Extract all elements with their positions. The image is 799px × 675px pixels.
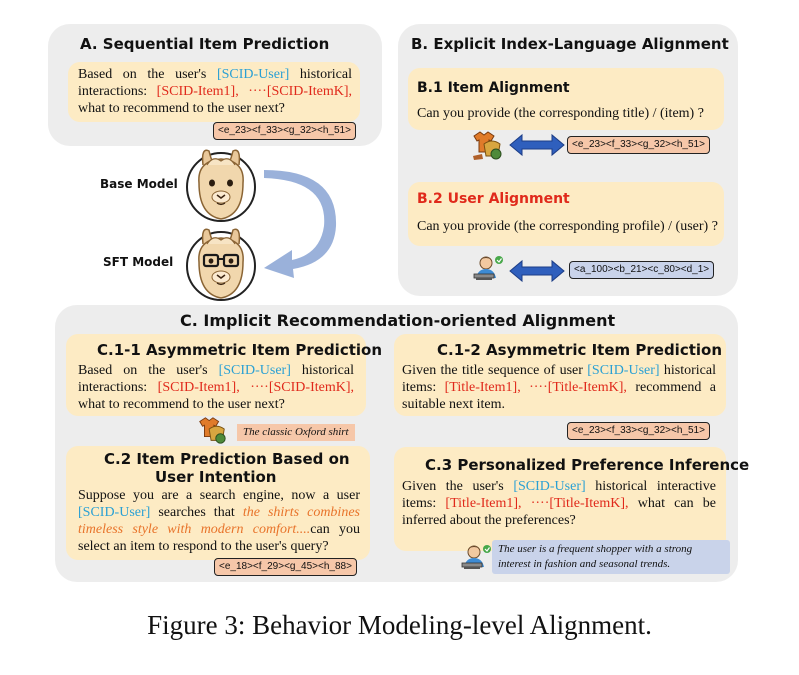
c12-index-tag: <e_23><f_33><g_32><h_51> xyxy=(567,422,710,440)
c2-title-line2: User Intention xyxy=(155,468,277,486)
c11-prompt-text: Based on the user's [SCID-User] historical interactions: [SCID-Item1], ····[SCID-ItemK], what to recommend to the user next? xyxy=(78,363,354,412)
user-at-laptop-icon xyxy=(460,543,492,573)
c11-title: C.1-1 Asymmetric Item Prediction xyxy=(97,341,383,359)
base-model-label: Base Model xyxy=(100,177,178,191)
double-arrow-icon xyxy=(508,133,566,157)
user-at-laptop-icon xyxy=(472,254,504,284)
curved-arrow-icon xyxy=(258,170,338,280)
c3-output: The user is a frequent shopper with a strong interest in fashion and seasonal trends. xyxy=(492,540,730,574)
panel-a-index-tag: <e_23><f_33><g_32><h_51> xyxy=(213,122,356,140)
b1-title: B.1 Item Alignment xyxy=(417,80,570,96)
panel-a-title: A. Sequential Item Prediction xyxy=(80,35,330,53)
panel-b-title: B. Explicit Index-Language Alignment xyxy=(411,35,729,53)
figure-caption: Figure 3: Behavior Modeling-level Alignment. xyxy=(147,610,652,640)
c3-title: C.3 Personalized Preference Inference xyxy=(425,456,750,474)
b2-title: B.2 User Alignment xyxy=(417,191,570,207)
b2-index-tag: <a_100><b_21><c_80><d_1> xyxy=(569,261,714,279)
panel-c-title: C. Implicit Recommendation-oriented Alignment xyxy=(180,311,616,330)
clothing-items-icon xyxy=(470,128,504,162)
sft-model-label: SFT Model xyxy=(103,255,174,269)
b2-text: Can you provide (the corresponding profile) / (user) ? xyxy=(417,219,718,234)
b1-index-tag: <e_23><f_33><g_32><h_51> xyxy=(567,136,710,154)
c3-prompt-text: Given the user's [SCID-User] historical interactive items: [Title-Item1], ····[Title-ItemK], what can be inferred about the preferences? xyxy=(402,479,716,528)
c11-output: The classic Oxford shirt xyxy=(237,424,355,441)
b1-text: Can you provide (the corresponding title) / (item) ? xyxy=(417,106,704,121)
c12-title: C.1-2 Asymmetric Item Prediction xyxy=(437,341,723,359)
clothing-items-icon xyxy=(196,414,228,446)
panel-explicit-alignment xyxy=(398,24,738,296)
panel-a-prompt-text: Based on the user's [SCID-User] historical interactions: [SCID-Item1], ····[SCID-ItemK], what to recommend to the user next? xyxy=(78,67,352,116)
c2-title-line1: C.2 Item Prediction Based on xyxy=(104,450,350,468)
double-arrow-icon xyxy=(508,259,566,283)
c2-prompt-text: Suppose you are a search engine, now a user [SCID-User] searches that the shirts combines timeless style with modern comfort....can you select an item to respond to the user's query? xyxy=(78,488,360,554)
llama-icon xyxy=(183,143,259,225)
c2-index-tag: <e_18><f_29><g_45><h_88> xyxy=(214,558,357,576)
c12-prompt-text: Given the title sequence of user [SCID-User] historical items: [Title-Item1], ····[Title-ItemK], recommend a suitable next item. xyxy=(402,363,716,412)
glasses-llama-icon xyxy=(183,222,259,304)
